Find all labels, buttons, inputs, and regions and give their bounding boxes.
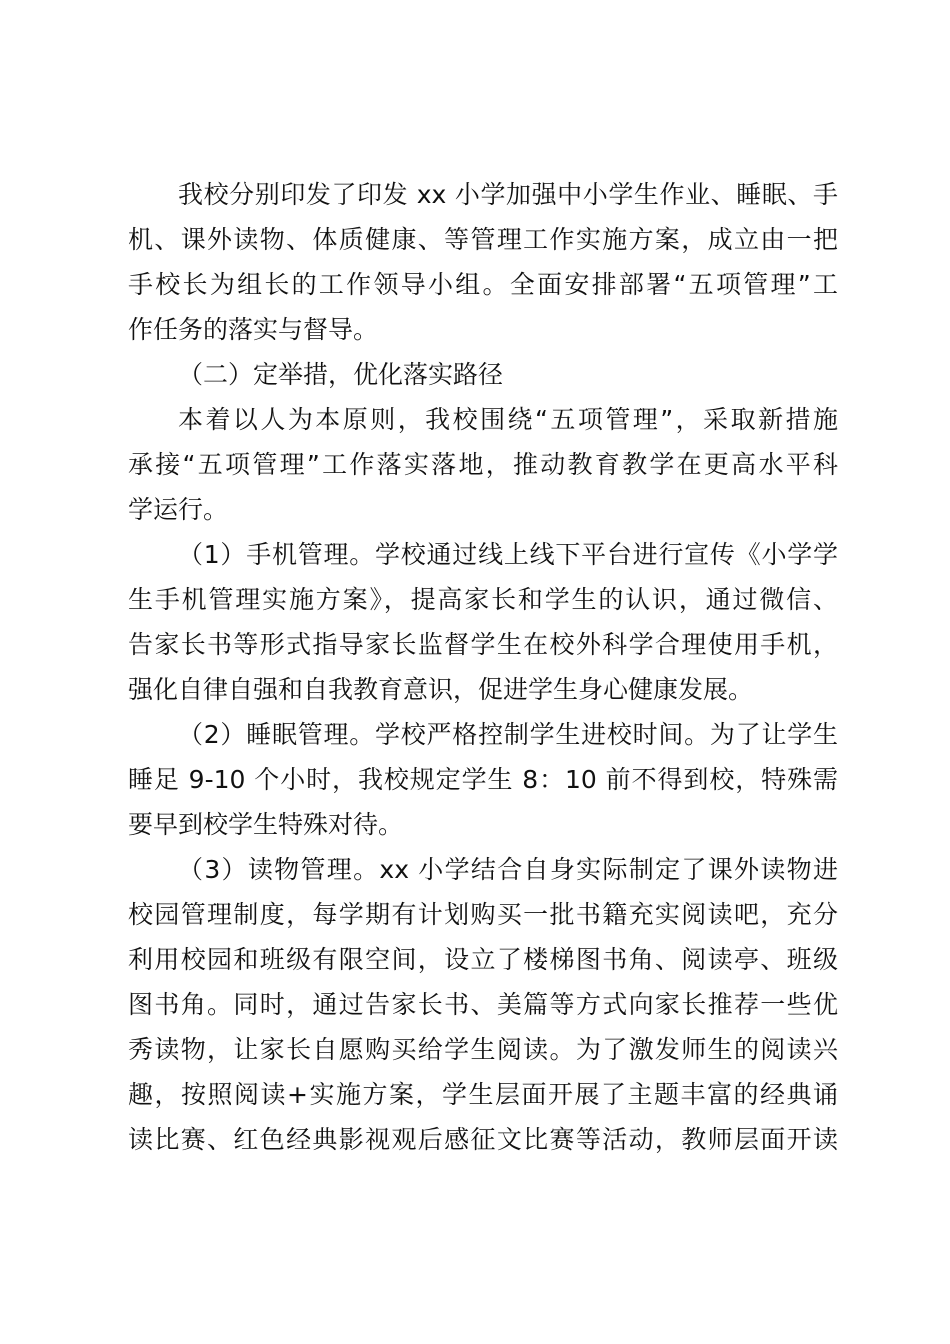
paragraph-3-line-1: （1）手机管理。学校通过线上线下平台进行宣传《小学学 xyxy=(178,540,838,569)
paragraph-5-line-7: 读比赛、红色经典影视观后感征文比赛等活动，教师层面开读 xyxy=(128,1125,838,1154)
section-heading: （二）定举措，优化落实路径 xyxy=(178,360,504,389)
paragraph-5-line-4: 图书角。同时，通过告家长书、美篇等方式向家长推荐一些优 xyxy=(128,990,838,1019)
paragraph-3-line-3: 告家长书等形式指导家长监督学生在校外科学合理使用手机， xyxy=(128,630,838,659)
paragraph-2-line-3: 学运行。 xyxy=(128,495,229,524)
paragraph-5-line-6: 趣，按照阅读+实施方案，学生层面开展了主题丰富的经典诵 xyxy=(128,1080,838,1109)
paragraph-1-line-2: 机、课外读物、体质健康、等管理工作实施方案，成立由一把 xyxy=(128,225,838,254)
paragraph-5-line-5: 秀读物，让家长自愿购买给学生阅读。为了激发师生的阅读兴 xyxy=(128,1035,838,1064)
paragraph-5-line-3: 利用校园和班级有限空间，设立了楼梯图书角、阅读亭、班级 xyxy=(128,945,838,974)
paragraph-5-line-2: 校园管理制度，每学期有计划购买一批书籍充实阅读吧，充分 xyxy=(128,900,838,929)
paragraph-4-line-2: 睡足 9-10 个小时，我校规定学生 8：10 前不得到校，特殊需 xyxy=(128,765,838,794)
paragraph-4-line-1: （2）睡眠管理。学校严格控制学生进校时间。为了让学生 xyxy=(178,720,838,749)
paragraph-2-line-2: 承接“五项管理”工作落实落地，推动教育教学在更高水平科 xyxy=(128,450,838,479)
paragraph-1-line-3: 手校长为组长的工作领导小组。全面安排部署“五项管理”工 xyxy=(128,270,838,299)
paragraph-5-line-1: （3）读物管理。xx 小学结合自身实际制定了课外读物进 xyxy=(178,855,838,884)
paragraph-1-line-4: 作任务的落实与督导。 xyxy=(128,315,379,344)
paragraph-1-line-1: 我校分别印发了印发 xx 小学加强中小学生作业、睡眠、手 xyxy=(178,180,838,209)
paragraph-4-line-3: 要早到校学生特殊对待。 xyxy=(128,810,404,839)
paragraph-3-line-2: 生手机管理实施方案》，提高家长和学生的认识，通过微信、 xyxy=(128,585,838,614)
paragraph-2-line-1: 本着以人为本原则，我校围绕“五项管理”，采取新措施 xyxy=(178,405,838,434)
paragraph-3-line-4: 强化自律自强和自我教育意识，促进学生身心健康发展。 xyxy=(128,675,754,704)
